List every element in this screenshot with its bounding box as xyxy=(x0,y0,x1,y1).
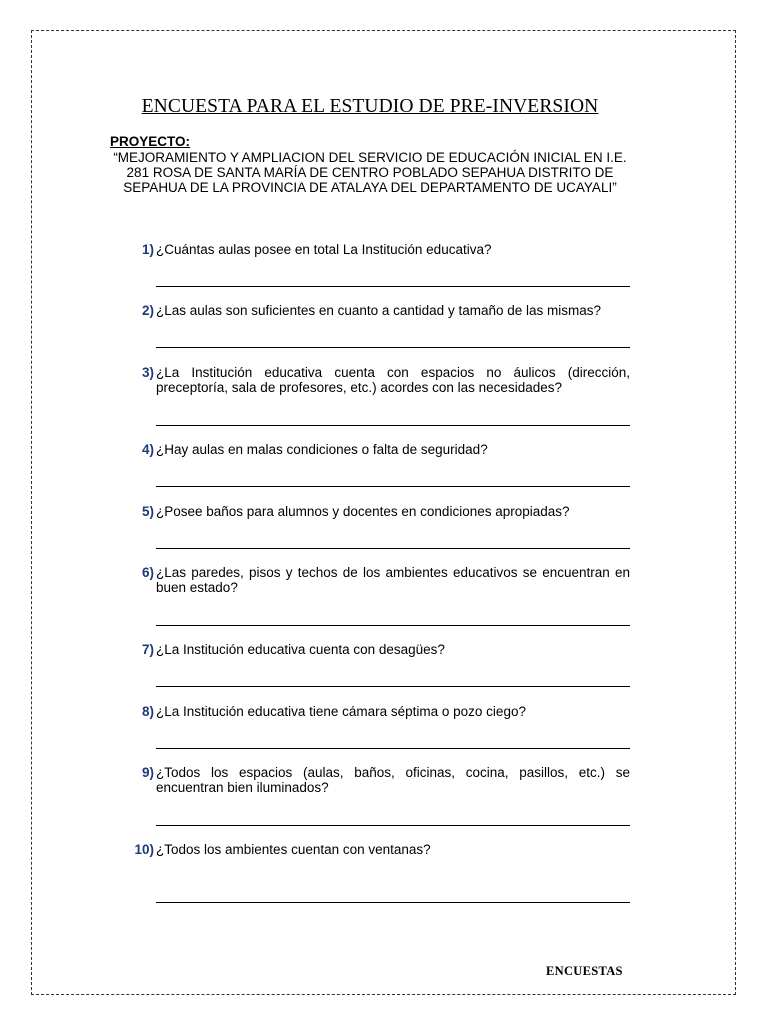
answer-line-9[interactable] xyxy=(156,825,630,826)
answer-line-10[interactable] xyxy=(156,902,630,903)
question-6 xyxy=(110,565,630,595)
question-text: ¿Hay aulas en malas condiciones o falta de seguridad? xyxy=(156,442,488,457)
question-number: 6) xyxy=(141,565,154,580)
question-text: ¿Las paredes, pisos y techos de los ambientes educativos se encuentran en buen estado? xyxy=(156,565,630,595)
question-text: ¿La Institución educativa cuenta con desagües? xyxy=(156,642,445,657)
question-text: ¿La Institución educativa cuenta con espacios no áulicos (dirección, preceptoría, sala de profesores, etc.) acordes con las necesidades? xyxy=(156,365,630,395)
question-4 xyxy=(110,442,630,457)
answer-line-6[interactable] xyxy=(156,625,630,626)
question-number: 3) xyxy=(141,365,154,380)
question-text: ¿La Institución educativa tiene cámara séptima o pozo ciego? xyxy=(156,704,526,719)
question-number: 8) xyxy=(141,704,154,719)
answer-line-4[interactable] xyxy=(156,486,630,487)
answer-line-2[interactable] xyxy=(156,347,630,348)
question-number: 4) xyxy=(141,442,154,457)
question-text: ¿Las aulas son suficientes en cuanto a cantidad y tamaño de las mismas? xyxy=(156,303,601,318)
question-9 xyxy=(110,765,630,795)
answer-line-8[interactable] xyxy=(156,748,630,749)
answer-line-1[interactable] xyxy=(156,286,630,287)
question-text: ¿Todos los espacios (aulas, baños, oficinas, cocina, pasillos, etc.) se encuentran bien iluminados? xyxy=(156,765,630,795)
question-2 xyxy=(110,303,630,318)
footer-label: ENCUESTAS xyxy=(546,964,623,978)
question-8 xyxy=(110,704,630,719)
question-number: 2) xyxy=(141,303,154,318)
question-text: ¿Posee baños para alumnos y docentes en condiciones apropiadas? xyxy=(156,504,570,519)
question-number: 1) xyxy=(141,242,154,257)
question-number: 9) xyxy=(141,765,154,780)
question-1 xyxy=(110,242,630,257)
project-description: “MEJORAMIENTO Y AMPLIACION DEL SERVICIO DE EDUCACIÓN INICIAL EN I.E. 281 ROSA DE SANTA MARÍA DE CENTRO POBLADO SEPAHUA DISTRITO DE SEPAHUA DE LA PROVINCIA DE ATALAYA DEL DEPARTAMENTO DE UCAYALI” xyxy=(113,150,627,195)
project-label: PROYECTO: xyxy=(110,134,191,149)
question-7 xyxy=(110,642,630,657)
question-number: 10) xyxy=(134,842,154,857)
question-number: 5) xyxy=(141,504,154,519)
question-text: ¿Todos los ambientes cuentan con ventanas? xyxy=(156,842,431,857)
question-10 xyxy=(110,842,630,857)
question-number: 7) xyxy=(141,642,154,657)
question-3 xyxy=(110,365,630,395)
question-5 xyxy=(110,504,630,519)
document-title: ENCUESTA PARA EL ESTUDIO DE PRE-INVERSION xyxy=(141,96,599,117)
question-text: ¿Cuántas aulas posee en total La Institución educativa? xyxy=(156,242,492,257)
answer-line-3[interactable] xyxy=(156,425,630,426)
answer-line-7[interactable] xyxy=(156,686,630,687)
answer-line-5[interactable] xyxy=(156,548,630,549)
